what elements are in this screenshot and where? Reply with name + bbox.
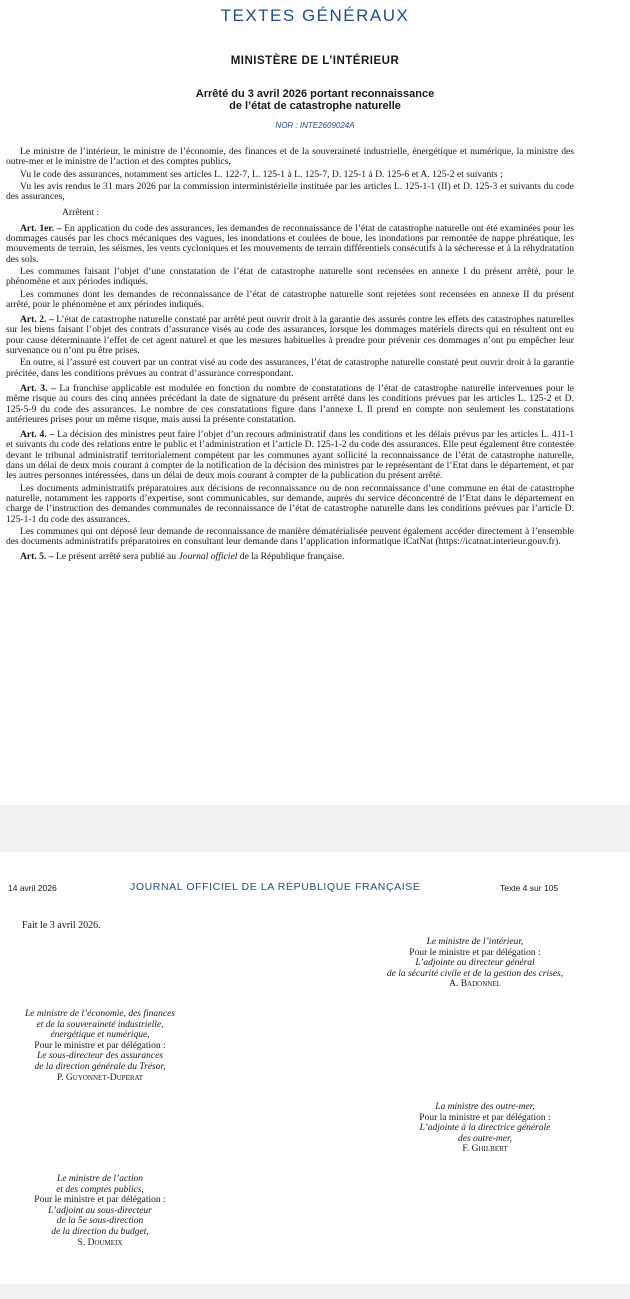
page-header: [0, 852, 630, 892]
article-2: [6, 315, 574, 356]
section-title: TEXTES GÉNÉRAUX: [220, 6, 410, 25]
article-2-label: Art. 2. –: [20, 314, 54, 326]
preamble-paragraph: Vu les avis rendus le 31 mars 2026 par la commission interministérielle instituée par les articles L. 125-1-1 (II) et D. 125-3 et suivants du code des assurances,: [6, 180, 574, 203]
signature-line: Pour le ministre et par délégation :: [409, 947, 541, 958]
signatory-name: S. Doumeix: [77, 1237, 123, 1248]
article-1-text: En application du code des assurances, les demandes de reconnaissance de l’état de catastrophe naturelle ont été examinées pour les dommages causés par les chocs mécaniques des vagues, les inondations et coulées de boue, les inondations par remontée de nappe phréatique, les mouvements de terrain, les séismes, les vents cycloniques et les mouvements de terrain différentiels consécutifs à la sécheresse et à la réhydratation des sols.: [6, 222, 574, 265]
journal-page-2: [0, 852, 630, 1284]
article-2-text: L’état de catastrophe naturelle constaté par arrêté peut ouvrir droit à la garantie des assurés contre les effets des catastrophes naturelles sur les biens faisant l’objet des contrats d’assurance visés au code des assurances, lorsque les dommages matériels directs qui en résultent ont eu pour cause déterminante l’effet de cet agent naturel et que les mesures habituelles à prendre pour prévenir ces dommages n’ont pu empêcher leur survenance ou n’ont pu être prises.: [6, 314, 574, 357]
article-4-paragraph-2: Les documents administratifs préparatoires aux décisions de reconnaissance ou de non reconnaissance d’une commune en état de catastrophe naturelle, notamment les rapports d’expertise, sont communicables, sur demande, auprès du service déconcentré de l’Etat dans le département en charge de l’instruction des demandes communales de reconnaissance de l’état de catastrophe naturelle dans les conditions prévues par l’article D. 125-1-1 du code des assurances.: [6, 482, 574, 525]
preamble-paragraph: Vu le code des assurances, notamment ses articles L. 122-7, L. 125-1 à L. 125-7, D. 125-1 à D. 125-6 et A. 125-2 et suivants ;: [20, 168, 503, 180]
signature-line: et de la souveraineté industrielle,: [36, 1019, 164, 1030]
signature-line: Le ministre de l’intérieur,: [426, 937, 524, 947]
signature-line: de la sécurité civile et de la gestion des crises,: [386, 968, 564, 979]
signature-action: [0, 1174, 200, 1248]
signature-line: L’adjointe à la directrice générale: [419, 1123, 551, 1134]
journal-officiel-title: Journal officiel: [178, 551, 238, 563]
article-3-text: La franchise applicable est modulée en fonction du nombre de constatations de l’état de catastrophe naturelle intervenues pour le même risque au cours des cinq années précédant la date de signature du présent arrêté dans les conditions prévues par les articles L. 125-2 et D. 125-5-9 du code des assurances. Le nombre de ces constatations figure dans l’annexe I. Il prend en compte non seulement les constatations antérieures prises pour un même risque, mais aussi la présente constatation.: [6, 382, 575, 425]
article-4-paragraph-3: Les communes qui ont déposé leur demande de reconnaissance de manière dématérialisée peuvent également accéder directement à l’ensemble des documents administratifs préparatoires en consultant leur demande dans l’application informatique iCatNat (https://icatnat.interieur.gouv.fr).: [6, 525, 574, 548]
signature-outremer: [385, 1102, 585, 1155]
journal-name: JOURNAL OFFICIEL DE LA RÉPUBLIQUE FRANÇAISE: [130, 881, 421, 893]
article-1: [6, 224, 574, 265]
signature-line: de la direction générale du Trésor,: [34, 1061, 166, 1072]
signature-line: L’adjoint au sous-directeur: [48, 1205, 152, 1216]
signatory-name: A. Badonnel: [449, 979, 501, 990]
signature-line: de la 5e sous-direction: [56, 1216, 144, 1227]
article-5: [6, 552, 574, 562]
arrete-title-line-2: de l’état de catastrophe naturelle: [229, 100, 401, 112]
article-1-label: Art. 1er. –: [20, 222, 62, 234]
signature-line: des outre-mer,: [458, 1133, 512, 1144]
article-4: [6, 430, 574, 481]
texte-number: Texte 4 sur 105: [500, 883, 559, 893]
signature-line: et des comptes publics,: [56, 1184, 144, 1195]
article-3-label: Art. 3. –: [20, 382, 56, 394]
signature-line: de la direction du budget,: [51, 1226, 149, 1237]
article-4-text: La décision des ministres peut faire l’objet d’un recours administratif dans les conditions et les délais prévus par les articles L. 411-1 et suivants du code des relations entre le public et l’administration et l’article D. 125-1-2 du code des assurances. Elle peut également être contestée devant le tribunal administratif territorialement compétent par les communes ayant sollicité la reconnaissance de l’état de catastrophe naturelle, dans un délai de deux mois courant à compter de la notification de la décision des ministres par le représentant de l’Etat dans le département, et par les autres personnes intéressées, dans un délai de deux mois courant à compter de la publication du présent arrêté.: [6, 429, 574, 482]
signature-line: Pour le ministre et par délégation :: [34, 1195, 166, 1206]
article-2-paragraph-2: En outre, si l’assuré est couvert par un contrat visé au code des assurances, l’état de catastrophe naturelle constaté peut ouvrir droit à la garantie précitée, dans les conditions prévues au contrat d’assurance correspondant.: [6, 357, 574, 379]
signature-line: La ministre des outre-mer,: [435, 1102, 535, 1112]
signatory-name: P. Guyonnet-Duperat: [56, 1072, 144, 1083]
signature-line: L’adjointe au directeur général: [415, 958, 535, 969]
signature-line: Pour le ministre et par délégation :: [34, 1040, 166, 1051]
arrete-body: [6, 147, 574, 565]
ministry-heading: MINISTÈRE DE L’INTÉRIEUR: [230, 55, 400, 67]
nor-reference: NOR : INTE2609024A: [275, 121, 355, 130]
article-5-text-c: de la République française.: [237, 551, 345, 563]
arrete-title-line-1: Arrêté du 3 avril 2026 portant reconnaissance: [195, 88, 435, 100]
article-1-paragraph-2: Les communes faisant l’objet d’une constatation de l’état de catastrophe naturelle sont recensées en annexe I du présent arrêté, pour le phénomène et aux périodes indiqués.: [6, 265, 574, 288]
publication-date: 14 avril 2026: [8, 883, 57, 893]
preamble-paragraph: Le ministre de l’intérieur, le ministre de l’économie, des finances et de la souveraineté industrielle, énergétique et numérique, la ministre des outre-mer et le ministre de l’action et des comptes publics,: [6, 146, 574, 168]
signature-date: Fait le 3 avril 2026.: [22, 920, 101, 931]
article-4-label: Art. 4. –: [20, 429, 55, 441]
signature-interieur: [330, 937, 620, 990]
arretent-line: Arrêtent :: [62, 207, 100, 219]
article-1-paragraph-3: Les communes dont les demandes de reconnaissance de l’état de catastrophe naturelle sont rejetées sont recensées en annexe II du présent arrêté, pour le phénomène et aux périodes indiqués.: [6, 288, 574, 310]
article-5-text-a: Le présent arrêté sera publié au: [55, 551, 179, 563]
signature-economie: [0, 1009, 200, 1083]
signature-line: Pour la ministre et par délégation :: [419, 1112, 551, 1123]
signature-line: Le ministre de l’action: [57, 1174, 143, 1184]
signature-line: Le ministre de l’économie, des finances: [24, 1009, 176, 1019]
signatory-name: F. Ghilbert: [462, 1144, 508, 1155]
arrete-title: [0, 88, 630, 112]
signature-line: Le sous-directeur des assurances: [36, 1051, 164, 1062]
article-5-label: Art. 5. –: [20, 551, 54, 563]
signature-line: énergétique et numérique,: [50, 1030, 150, 1041]
article-3: [6, 384, 574, 425]
